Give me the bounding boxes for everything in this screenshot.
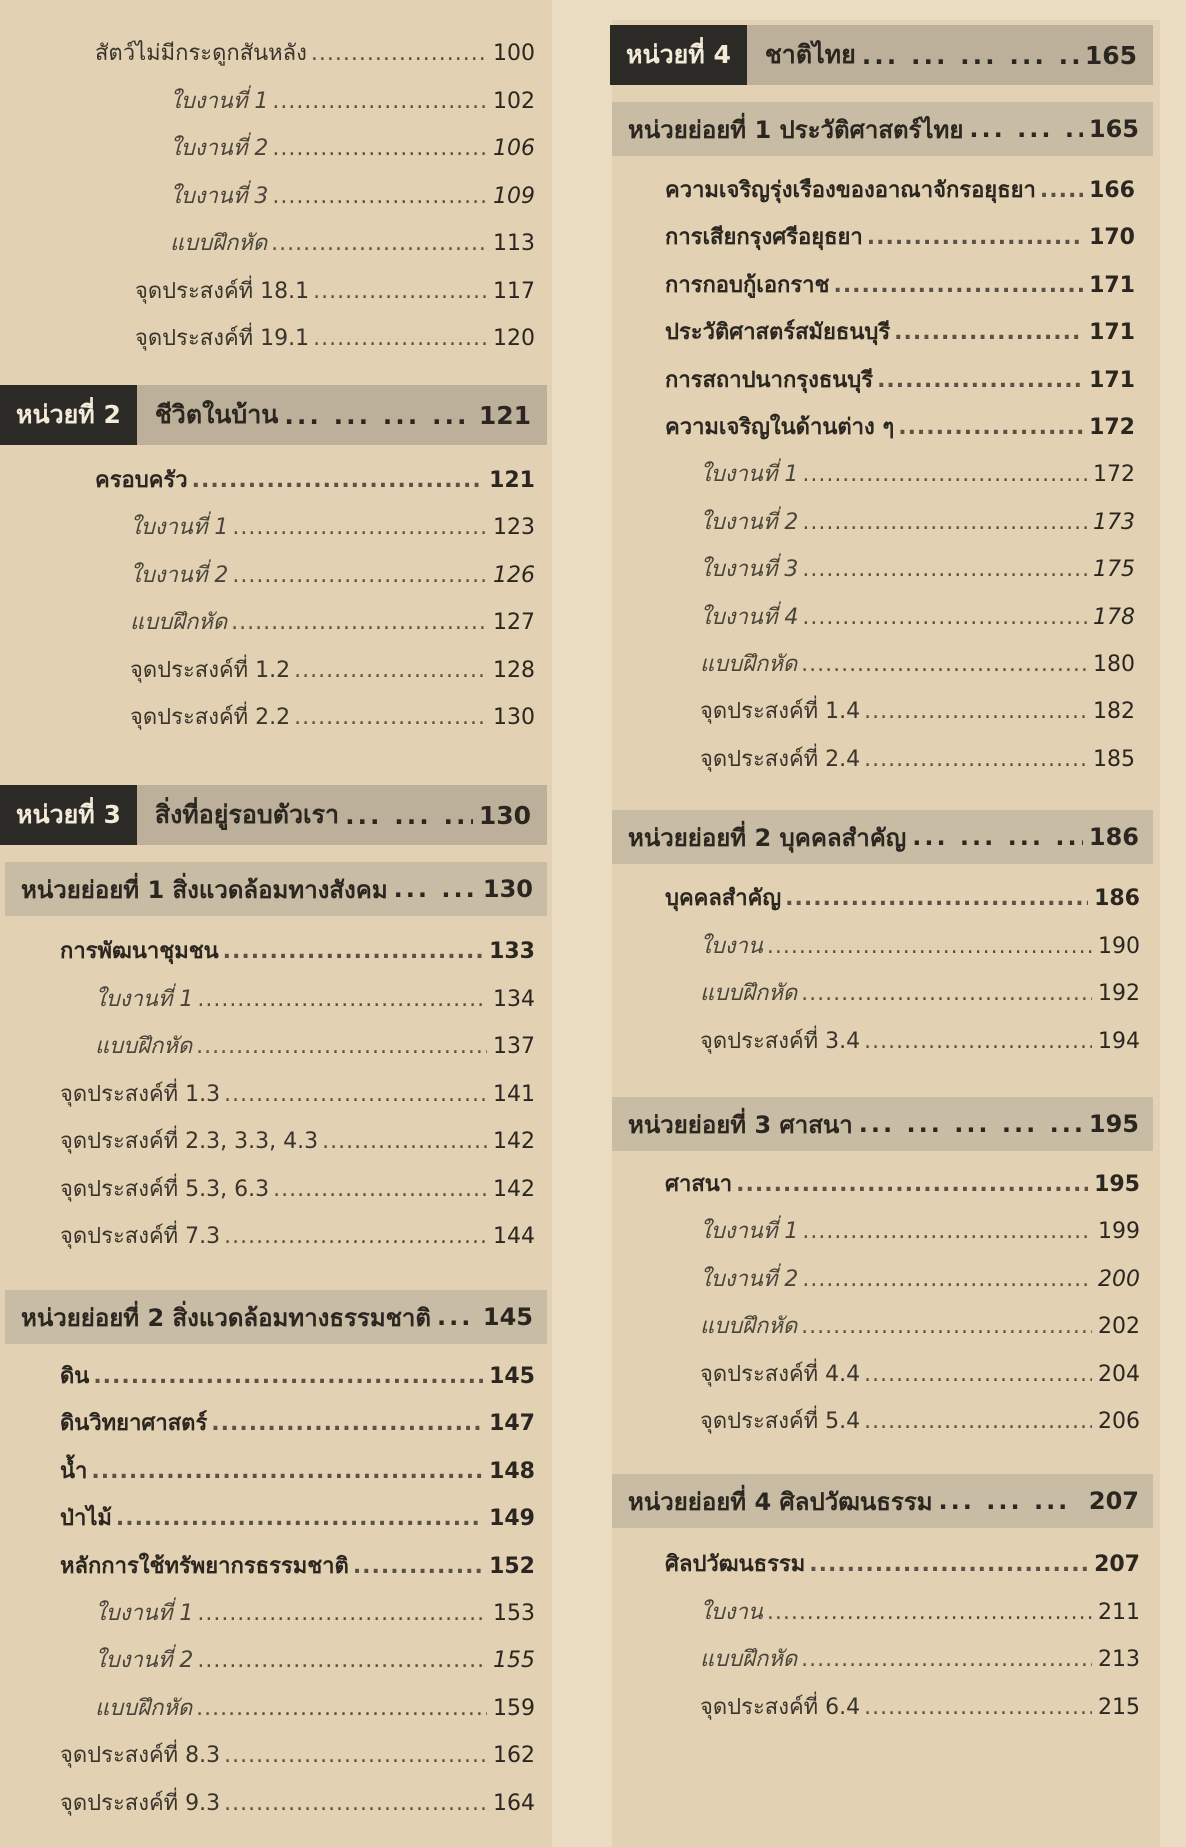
unit-3-header	[0, 785, 547, 845]
toc-entry-title: ใบงานที่ 1	[700, 1219, 799, 1245]
toc-entry-title: จุดประสงค์ที่ 5.4	[700, 1409, 861, 1434]
dot-leader	[271, 231, 487, 256]
dot-leader	[196, 1034, 487, 1059]
dot-leader	[801, 1647, 1092, 1672]
toc-entry	[700, 599, 1135, 634]
toc-entry-page: 211	[1098, 1599, 1140, 1625]
toc-entry	[95, 462, 535, 497]
dot-leader	[224, 1082, 487, 1107]
dot-leader	[196, 1696, 487, 1721]
toc-entry-page: 142	[493, 1176, 535, 1202]
toc-entry-title: จุดประสงค์ที่ 8.3	[60, 1743, 221, 1769]
dot-leader	[802, 1219, 1092, 1244]
toc-entry-title: ดินวิทยาศาสตร์	[60, 1411, 208, 1437]
dot-leader	[802, 1267, 1092, 1292]
toc-entry-title: สัตว์ไม่มีกระดูกสันหลัง	[95, 41, 307, 66]
dot-leader	[353, 1554, 483, 1579]
toc-entry-title: จุดประสงค์ที่ 19.1	[135, 326, 310, 351]
toc-entry-page: 134	[493, 986, 535, 1012]
unit-page: 130	[478, 800, 531, 830]
toc-entry-page: 173	[1093, 509, 1135, 535]
toc-entry-page: 159	[493, 1695, 535, 1721]
toc-entry	[700, 1403, 1140, 1438]
toc-entry	[60, 1171, 535, 1206]
toc-entry	[95, 1642, 535, 1677]
toc-entry	[60, 1123, 535, 1158]
toc-entry-title: แบบฝึกหัด	[95, 1695, 193, 1721]
dot-leader	[864, 1362, 1092, 1387]
dot-leader	[224, 1224, 487, 1249]
toc-entry	[665, 219, 1135, 254]
toc-entry	[665, 1546, 1140, 1581]
toc-entry-page: 194	[1098, 1028, 1140, 1054]
toc-entry-page: 215	[1098, 1694, 1140, 1720]
dot-leader	[877, 368, 1083, 393]
toc-entry-page: 207	[1094, 1552, 1140, 1577]
toc-entry-title: การกอบกู้เอกราช	[665, 272, 830, 298]
dot-leader	[802, 462, 1087, 487]
toc-entry-page: 171	[1089, 367, 1135, 393]
toc-entry	[60, 1358, 535, 1393]
toc-entry-title: จุดประสงค์ที่ 1.3	[60, 1081, 221, 1107]
toc-entry-title: แบบฝึกหัด	[170, 231, 268, 256]
dot-leader	[231, 610, 487, 635]
subunit-page: 145	[482, 1303, 533, 1331]
toc-entry-page: 144	[493, 1224, 535, 1249]
subunit-page: 165	[1088, 115, 1139, 143]
dot-leader	[898, 415, 1083, 440]
subunit-2-header	[5, 1290, 547, 1344]
toc-entry	[60, 933, 535, 968]
toc-entry	[700, 1356, 1140, 1391]
toc-entry-page: 121	[489, 468, 535, 493]
dot-leader	[197, 987, 487, 1012]
dot-leader	[809, 1552, 1088, 1577]
dot-leader	[801, 652, 1087, 677]
toc-entry-page: 200	[1098, 1266, 1140, 1292]
toc-entry	[170, 178, 535, 213]
toc-entry	[60, 1453, 535, 1488]
dot-leader	[801, 981, 1092, 1006]
toc-entry	[130, 604, 535, 639]
unit-4-header	[610, 25, 1153, 85]
dot-leader	[223, 939, 483, 964]
toc-entry-page: 145	[489, 1364, 535, 1389]
dot-leader	[785, 886, 1088, 911]
toc-entry-page: 204	[1098, 1361, 1140, 1387]
toc-entry-page: 180	[1093, 652, 1135, 677]
toc-entry	[700, 551, 1135, 586]
dot-leader	[322, 1129, 487, 1154]
toc-entry-page: 175	[1093, 557, 1135, 583]
toc-entry-title: จุดประสงค์ที่ 5.3, 6.3	[60, 1176, 270, 1202]
toc-entry-title: ใบงานที่ 2	[170, 136, 269, 161]
toc-entry-page: 213	[1098, 1647, 1140, 1672]
toc-entry-title: จุดประสงค์ที่ 7.3	[60, 1224, 221, 1249]
unit-badge: หน่วยที่ 4	[610, 25, 747, 85]
unit-2-header	[0, 385, 547, 445]
toc-entry-page: 166	[1089, 178, 1135, 203]
toc-entry	[60, 1500, 535, 1535]
toc-entry	[665, 314, 1135, 349]
dot-leader	[802, 557, 1087, 582]
dot-leader	[767, 1600, 1092, 1625]
toc-entry-page: 155	[493, 1648, 535, 1674]
toc-entry-title: การเสียกรุงศรีอยุธยา	[665, 225, 863, 251]
toc-entry-title: ศาสนา	[665, 1172, 733, 1197]
toc-entry	[665, 409, 1135, 444]
toc-entry	[135, 273, 535, 308]
toc-entry-title: จุดประสงค์ที่ 6.4	[700, 1694, 861, 1720]
toc-entry-page: 186	[1094, 886, 1140, 911]
dot-leader	[192, 468, 483, 493]
toc-entry-title: แบบฝึกหัด	[130, 610, 228, 636]
toc-entry	[700, 741, 1135, 776]
toc-entry-page: 100	[493, 41, 535, 66]
toc-entry	[95, 1595, 535, 1630]
toc-entry-title: ครอบครัว	[95, 468, 188, 493]
toc-entry	[665, 880, 1140, 915]
toc-entry	[665, 1166, 1140, 1201]
toc-entry	[95, 1690, 535, 1725]
toc-entry-title: จุดประสงค์ที่ 9.3	[60, 1790, 221, 1816]
toc-entry	[60, 1405, 535, 1440]
dot-leader	[864, 1409, 1092, 1434]
toc-entry-title: จุดประสงค์ที่ 2.4	[700, 746, 861, 772]
toc-entry-page: 123	[493, 515, 535, 541]
toc-entry-page: 172	[1093, 462, 1135, 488]
dot-leader	[272, 136, 487, 161]
subunit-page: 130	[482, 875, 533, 903]
dot-leader	[313, 279, 487, 304]
unit-title: ชาติไทย	[764, 40, 856, 69]
dot-leader	[294, 658, 487, 683]
dot-leader	[864, 1695, 1092, 1720]
dot-leader	[867, 225, 1083, 250]
toc-entry	[170, 130, 535, 165]
dot-leader	[224, 1791, 487, 1816]
dot-leader	[197, 1648, 487, 1673]
toc-entry	[700, 1261, 1140, 1296]
toc-entry-page: 171	[1089, 272, 1135, 298]
toc-entry	[130, 652, 535, 687]
subunit-title: หน่วยย่อยที่ 2 บุคคลสำคัญ	[628, 823, 907, 852]
toc-entry-title: ใบงานที่ 2	[700, 1266, 799, 1292]
toc-entry-title: แบบฝึกหัด	[700, 981, 798, 1007]
toc-entry-page: 133	[489, 939, 535, 964]
toc-entry-title: จุดประสงค์ที่ 3.4	[700, 1028, 861, 1054]
toc-entry-page: 153	[493, 1601, 535, 1626]
unit-badge: หน่วยที่ 2	[0, 385, 137, 445]
toc-entry-page: 149	[489, 1506, 535, 1532]
toc-entry-title: แบบฝึกหัด	[700, 1314, 798, 1340]
toc-entry-title: จุดประสงค์ที่ 2.2	[130, 705, 291, 730]
toc-entry	[665, 172, 1135, 207]
dot-leader	[311, 41, 487, 66]
toc-entry-page: 117	[493, 278, 535, 304]
dot-leader	[93, 1364, 483, 1389]
dot-leader	[864, 1029, 1092, 1054]
toc-entry-page: 148	[489, 1458, 535, 1484]
toc-entry-page: 120	[493, 326, 535, 351]
right-subunit-4-header	[612, 1474, 1153, 1528]
subunit-title: หน่วยย่อยที่ 3 ศาสนา	[628, 1110, 853, 1139]
unit-title: ชีวิตในบ้าน	[154, 400, 279, 429]
toc-entry-page: 170	[1089, 225, 1135, 251]
dot-leader	[273, 1177, 487, 1202]
dot-leader	[211, 1411, 483, 1436]
toc-entry-title: ประวัติศาสตร์สมัยธนบุรี	[665, 320, 891, 346]
dot-leader	[801, 1314, 1092, 1339]
toc-entry-title: ใบงานที่ 1	[130, 515, 229, 541]
toc-entry-title: ป่าไม้	[60, 1506, 112, 1532]
subunit-title: หน่วยย่อยที่ 1 ประวัติศาสตร์ไทย	[628, 115, 964, 144]
toc-entry	[665, 267, 1135, 302]
dot-leader	[232, 515, 487, 540]
toc-entry-title: ใบงานที่ 1	[170, 88, 269, 114]
subunit-title: หน่วยย่อยที่ 1 สิ่งแวดล้อมทางสังคม	[21, 875, 388, 904]
dot-leader	[313, 326, 487, 351]
toc-entry-page: 141	[493, 1081, 535, 1107]
toc-entry	[95, 35, 535, 70]
toc-entry	[60, 1785, 535, 1820]
toc-entry	[170, 225, 535, 260]
dot-leader	[294, 705, 487, 730]
toc-entry-page: 195	[1094, 1172, 1140, 1197]
toc-entry	[700, 1689, 1140, 1724]
toc-entry	[700, 693, 1135, 728]
toc-entry-title: ใบงานที่ 2	[95, 1648, 194, 1674]
toc-entry-page: 182	[1093, 699, 1135, 725]
toc-entry-page: 106	[493, 136, 535, 161]
toc-entry-title: น้ำ	[60, 1458, 88, 1484]
toc-entry	[170, 83, 535, 118]
subunit-title: หน่วยย่อยที่ 4 ศิลปวัฒนธรรม	[628, 1487, 933, 1516]
toc-entry-title: แบบฝึกหัด	[700, 652, 798, 677]
dot-leader	[736, 1172, 1088, 1197]
toc-entry-page: 172	[1089, 415, 1135, 440]
subunit-1-header	[5, 862, 547, 916]
subunit-page: 195	[1088, 1110, 1139, 1138]
toc-entry-page: 171	[1089, 320, 1135, 346]
toc-entry-page: 152	[489, 1553, 535, 1579]
toc-entry	[700, 646, 1135, 681]
toc-entry-page: 126	[493, 562, 535, 588]
toc-entry	[700, 1641, 1140, 1676]
toc-entry	[95, 981, 535, 1016]
toc-entry-title: การสถาปนากรุงธนบุรี	[665, 367, 874, 393]
dot-leader	[864, 747, 1087, 772]
toc-entry-page: 128	[493, 657, 535, 683]
toc-entry-title: ศิลปวัฒนธรรม	[665, 1552, 806, 1577]
unit-page: 121	[478, 400, 531, 430]
toc-entry-title: หลักการใช้ทรัพยากรธรรมชาติ	[60, 1553, 349, 1579]
toc-entry-title: ความเจริญรุ่งเรืองของอาณาจักรอยุธยา	[665, 178, 1036, 203]
dot-leader	[272, 89, 487, 114]
toc-entry	[60, 1218, 535, 1253]
toc-entry-page: 127	[493, 610, 535, 636]
toc-entry-title: จุดประสงค์ที่ 18.1	[135, 278, 310, 304]
toc-entry-page: 202	[1098, 1314, 1140, 1340]
subunit-page: 186	[1088, 823, 1139, 851]
toc-entry	[60, 1076, 535, 1111]
toc-entry-title: ใบงานที่ 1	[95, 1601, 194, 1626]
dot-leader	[1040, 178, 1083, 203]
toc-entry-title: ใบงาน	[700, 933, 763, 959]
toc-entry-page: 178	[1093, 604, 1135, 630]
toc-entry	[700, 1594, 1140, 1629]
toc-entry	[130, 699, 535, 734]
dot-leader	[864, 699, 1087, 724]
toc-entry-title: ใบงาน	[700, 1599, 763, 1625]
dot-leader	[802, 605, 1087, 630]
toc-entry-page: 147	[489, 1411, 535, 1437]
unit-title: สิ่งที่อยู่รอบตัวเรา	[154, 800, 340, 829]
toc-entry-title: ดิน	[60, 1364, 90, 1389]
toc-entry-title: บุคคลสำคัญ	[665, 886, 782, 911]
dot-leader	[197, 1601, 487, 1626]
toc-entry-title: การพัฒนาชุมชน	[60, 939, 219, 964]
right-subunit-3-header	[612, 1097, 1153, 1151]
right-subunit-2-header	[612, 810, 1153, 864]
toc-entry-title: จุดประสงค์ที่ 1.4	[700, 699, 861, 725]
toc-entry-page: 192	[1098, 981, 1140, 1007]
dot-leader	[272, 184, 487, 209]
toc-entry-page: 109	[493, 183, 535, 209]
dot-leader	[767, 934, 1092, 959]
toc-entry-page: 199	[1098, 1219, 1140, 1245]
toc-entry	[700, 975, 1140, 1010]
right-subunit-1-header	[612, 102, 1153, 156]
toc-entry	[95, 1028, 535, 1063]
toc-entry-title: ใบงานที่ 2	[700, 509, 799, 535]
toc-entry-title: ใบงานที่ 1	[700, 462, 799, 488]
toc-entry	[700, 1023, 1140, 1058]
toc-entry	[700, 456, 1135, 491]
unit-badge: หน่วยที่ 3	[0, 785, 137, 845]
toc-entry-page: 137	[493, 1034, 535, 1059]
toc-entry	[700, 1213, 1140, 1248]
subunit-page: 207	[1088, 1487, 1139, 1515]
toc-entry-page: 185	[1093, 746, 1135, 772]
toc-entry-title: แบบฝึกหัด	[95, 1034, 193, 1059]
toc-entry-title: ใบงานที่ 2	[130, 562, 229, 588]
dot-leader	[894, 320, 1083, 345]
toc-entry-title: ใบงานที่ 3	[170, 183, 269, 209]
unit-page: 165	[1084, 40, 1137, 70]
toc-entry	[60, 1548, 535, 1583]
toc-entry-page: 102	[493, 88, 535, 114]
toc-entry	[60, 1737, 535, 1772]
toc-entry-page: 206	[1098, 1409, 1140, 1434]
toc-entry-page: 113	[493, 231, 535, 256]
toc-entry-title: ใบงานที่ 4	[700, 604, 799, 630]
dot-leader	[116, 1506, 483, 1531]
toc-entry-page: 190	[1098, 933, 1140, 959]
toc-entry	[135, 320, 535, 355]
toc-entry-title: แบบฝึกหัด	[700, 1647, 798, 1672]
toc-entry	[700, 504, 1135, 539]
toc-entry-page: 142	[493, 1129, 535, 1154]
dot-leader	[224, 1743, 487, 1768]
toc-entry	[700, 1308, 1140, 1343]
toc-entry-page: 164	[493, 1790, 535, 1816]
dot-leader	[833, 273, 1083, 298]
toc-entry-title: จุดประสงค์ที่ 2.3, 3.3, 4.3	[60, 1129, 319, 1154]
toc-entry-title: ใบงานที่ 3	[700, 557, 799, 583]
toc-entry	[130, 557, 535, 592]
toc-entry-title: จุดประสงค์ที่ 1.2	[130, 657, 291, 683]
toc-entry-title: ใบงานที่ 1	[95, 986, 194, 1012]
toc-entry-title: ความเจริญในด้านต่าง ๆ	[665, 415, 895, 440]
dot-leader	[802, 510, 1087, 535]
toc-entry	[700, 928, 1140, 963]
dot-leader	[91, 1459, 483, 1484]
toc-entry	[665, 362, 1135, 397]
dot-leader	[232, 563, 487, 588]
toc-entry-title: จุดประสงค์ที่ 4.4	[700, 1361, 861, 1387]
toc-entry	[130, 509, 535, 544]
toc-entry-page: 162	[493, 1743, 535, 1769]
subunit-title: หน่วยย่อยที่ 2 สิ่งแวดล้อมทางธรรมชาติ	[21, 1303, 431, 1332]
toc-entry-page: 130	[493, 705, 535, 730]
